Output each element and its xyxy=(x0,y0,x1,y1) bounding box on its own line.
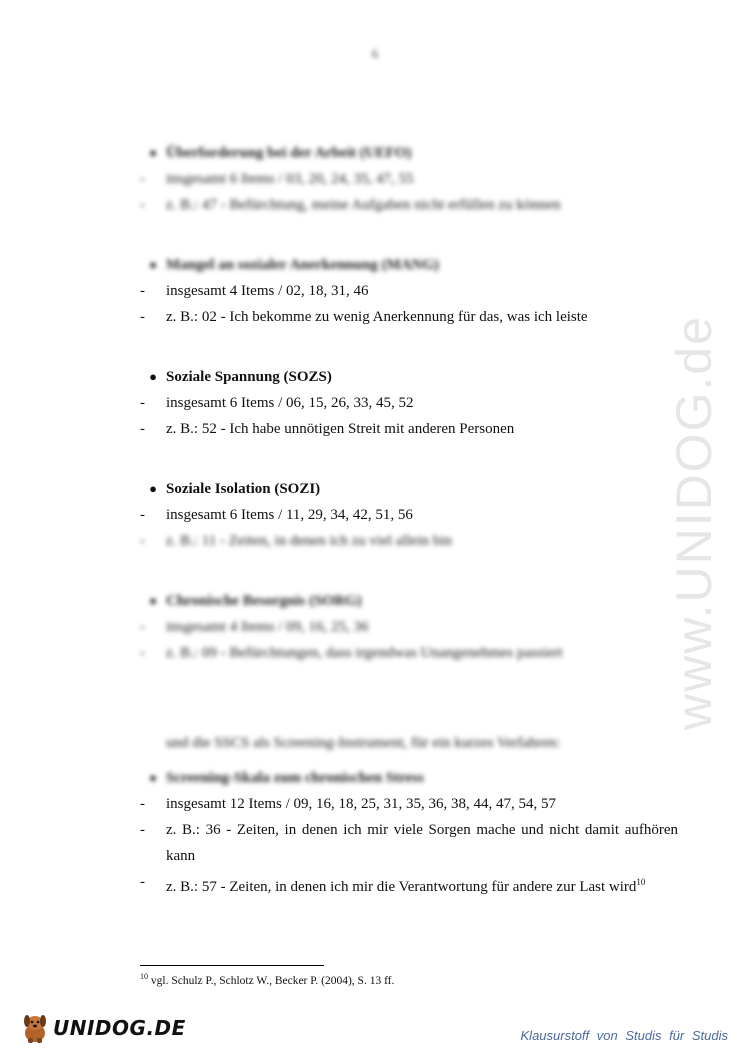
list-item: z. B.: 36 - Zeiten, in denen ich mir viele Sorgen mache und nicht damit aufhören xyxy=(166,822,678,838)
section-sozs xyxy=(140,364,700,442)
list-item: insgesamt 12 Items / 09, 16, 18, 25, 31, 35, 36, 38, 44, 47, 54, 57 xyxy=(166,796,556,812)
section-mang xyxy=(140,252,700,330)
intro-paragraph xyxy=(140,730,700,756)
bullet-icon: ● xyxy=(149,481,157,496)
section-heading: Soziale Isolation (SOZI) xyxy=(166,481,321,497)
section-screening xyxy=(140,765,700,895)
section-heading: Mangel an sozialer Anerkennung (MANG) xyxy=(166,257,440,273)
section-sorg xyxy=(140,588,700,666)
list-item: insgesamt 4 Items / 09, 16, 25, 36 xyxy=(166,619,369,635)
dash-icon: - xyxy=(140,507,145,523)
dash-icon: - xyxy=(140,796,145,812)
dog-icon xyxy=(20,1012,50,1044)
dash-icon: - xyxy=(140,533,145,549)
dash-icon: - xyxy=(140,395,145,411)
dash-icon: - xyxy=(140,283,145,299)
list-item: z. B.: 02 - Ich bekomme zu wenig Anerkennung für das, was ich leiste xyxy=(166,309,588,325)
footnote-marker: 10 xyxy=(140,972,148,981)
intro-text: und die SSCS als Screening-Instrument, für ein kurzes Verfahren: xyxy=(166,735,561,751)
list-item: insgesamt 6 Items / 11, 29, 34, 42, 51, 56 xyxy=(166,507,413,523)
section-heading: Screening-Skala zum chronischen Stress xyxy=(166,770,424,786)
section-heading: Soziale Spannung (SOZS) xyxy=(166,369,332,385)
dash-icon: - xyxy=(140,171,145,187)
list-item: z. B.: 09 - Befürchtungen, dass irgendwas Unangenehmes passiert xyxy=(166,645,563,661)
section-uefo xyxy=(140,140,700,218)
section-heading: Chronische Besorgnis (SORG) xyxy=(166,593,362,609)
list-item: z. B.: 47 - Befürchtung, meine Aufgaben nicht erfüllen zu können xyxy=(166,197,561,213)
footnote-text: vgl. Schulz P., Schlotz W., Becker P. (2004), S. 13 ff. xyxy=(150,974,395,987)
list-item: z. B.: 52 - Ich habe unnötigen Streit mit anderen Personen xyxy=(166,421,515,437)
bullet-icon: ● xyxy=(149,257,157,272)
footer-tagline: Klausurstoff von Studis für Studis xyxy=(520,1028,728,1043)
watermark: www.UNIDOG.de xyxy=(666,315,722,730)
footnote-divider xyxy=(140,965,324,966)
dash-icon: - xyxy=(140,874,145,890)
section-heading: Überforderung bei der Arbeit (UEFO) xyxy=(166,145,412,161)
dash-icon: - xyxy=(140,309,145,325)
list-item: insgesamt 6 Items / 03, 20, 24, 35, 47, 55 xyxy=(166,171,414,187)
list-item: z. B.: 11 - Zeiten, in denen ich zu viel allein bin xyxy=(166,533,453,549)
dash-icon: - xyxy=(140,197,145,213)
list-item-continuation: kann xyxy=(166,848,196,864)
bullet-icon: ● xyxy=(149,770,157,785)
page-number: 6 xyxy=(371,46,379,61)
bullet-icon: ● xyxy=(149,593,157,608)
section-sozi xyxy=(140,476,700,554)
footnote-ref[interactable]: 10 xyxy=(636,877,646,887)
bullet-icon: ● xyxy=(149,369,157,384)
list-item: z. B.: 57 - Zeiten, in denen ich mir die Verantwortung für andere zur Last wird$^{10}$ xyxy=(166,877,646,895)
dash-icon: - xyxy=(140,421,145,437)
footnote xyxy=(140,972,394,987)
list-item: insgesamt 6 Items / 06, 15, 26, 33, 45, 52 xyxy=(166,395,414,411)
bullet-icon: ● xyxy=(149,145,157,160)
dash-icon: - xyxy=(140,619,145,635)
list-item: insgesamt 4 Items / 02, 18, 31, 46 xyxy=(166,283,369,299)
unidog-logo[interactable] xyxy=(20,1012,186,1044)
logo-text: UNIDOG.DE xyxy=(53,1016,186,1040)
dash-icon: - xyxy=(140,822,145,838)
dash-icon: - xyxy=(140,645,145,661)
